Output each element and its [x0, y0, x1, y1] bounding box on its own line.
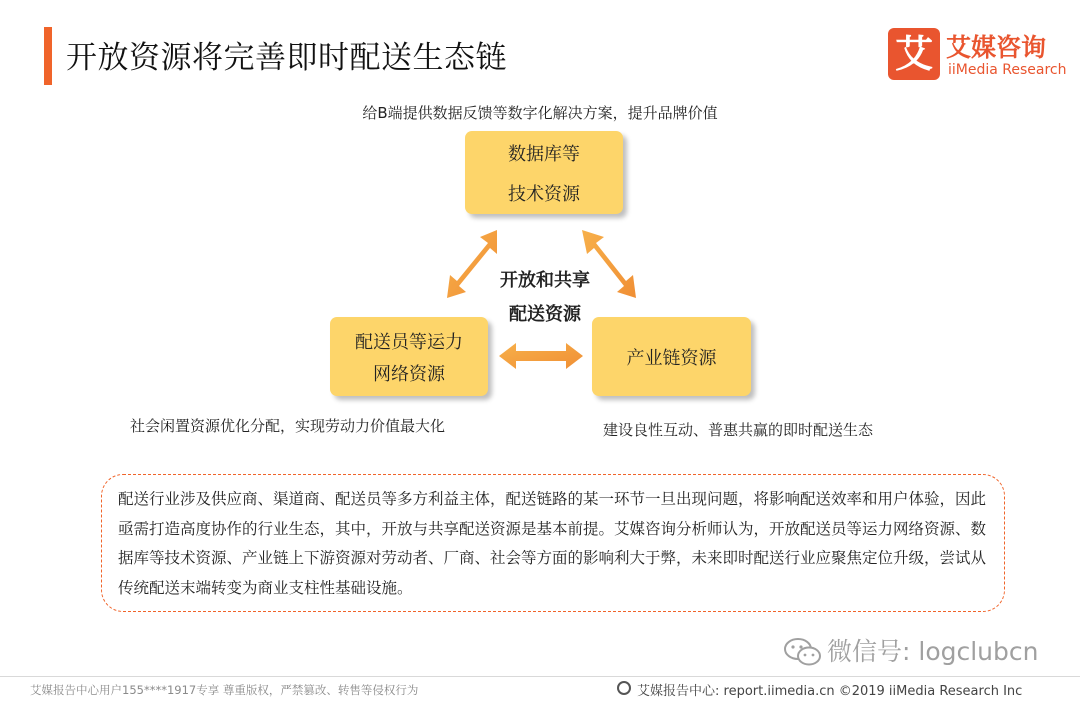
node-label-line2: 技术资源: [508, 183, 580, 205]
tech-resources-node: [465, 131, 623, 214]
double-arrow-horizontal: [499, 343, 583, 369]
node-label-line2: 网络资源: [373, 363, 445, 385]
footer-divider: [0, 676, 1080, 677]
center-label: [490, 264, 600, 332]
globe-icon: [617, 681, 631, 695]
wechat-icon: [783, 637, 823, 667]
node-label-line1: 产业链资源: [626, 347, 717, 369]
summary-text: 配送行业涉及供应商、渠道商、配送员等多方利益主体，配送链路的某一环节一旦出现问题，将影响配送效率和用户体验，因此亟需打造高度协作的行业生态，其中，开放与共享配送资源是基本前提。艾媒咨询分析师认为，开放配送员等运力网络资源、数据库等技术资源、产业链上下游资源对劳动者、厂商、社会等方面的影响利大于弊，未来即时配送行业应聚焦定位升级，尝试从传统配送末端转变为商业支柱性基础设施。: [118, 490, 987, 597]
node-label-line1: 数据库等: [508, 143, 580, 165]
node-label-line1: 配送员等运力: [355, 331, 463, 353]
summary-box: [101, 474, 1005, 612]
logo-name-en: iiMedia Research: [948, 62, 1067, 78]
page-title: 开放资源将完善即时配送生态链: [66, 40, 507, 76]
industry-chain-node: [592, 317, 751, 396]
top-note: 给B端提供数据反馈等数字化解决方案，提升品牌价值: [362, 104, 718, 122]
right-note: 建设良性互动、普惠共赢的即时配送生态: [603, 421, 874, 439]
courier-network-node: [330, 317, 488, 396]
center-label-line2: 配送资源: [509, 304, 581, 325]
logo-name-cn: 艾媒咨询: [946, 33, 1047, 62]
watermark-text: 微信号: logclubcn: [827, 637, 1039, 666]
center-label-line1: 开放和共享: [500, 270, 590, 291]
footer-source: 艾媒报告中心: report.iimedia.cn ©2019 iiMedia Research Inc: [637, 684, 1023, 699]
left-note: 社会闲置资源优化分配，实现劳动力价值最大化: [130, 417, 446, 435]
footer-copyright-notice: 艾媒报告中心用户155****1917专享 尊重版权，严禁篡改、转售等侵权行为: [30, 683, 419, 697]
logo-mark-icon: 艾: [888, 28, 940, 80]
